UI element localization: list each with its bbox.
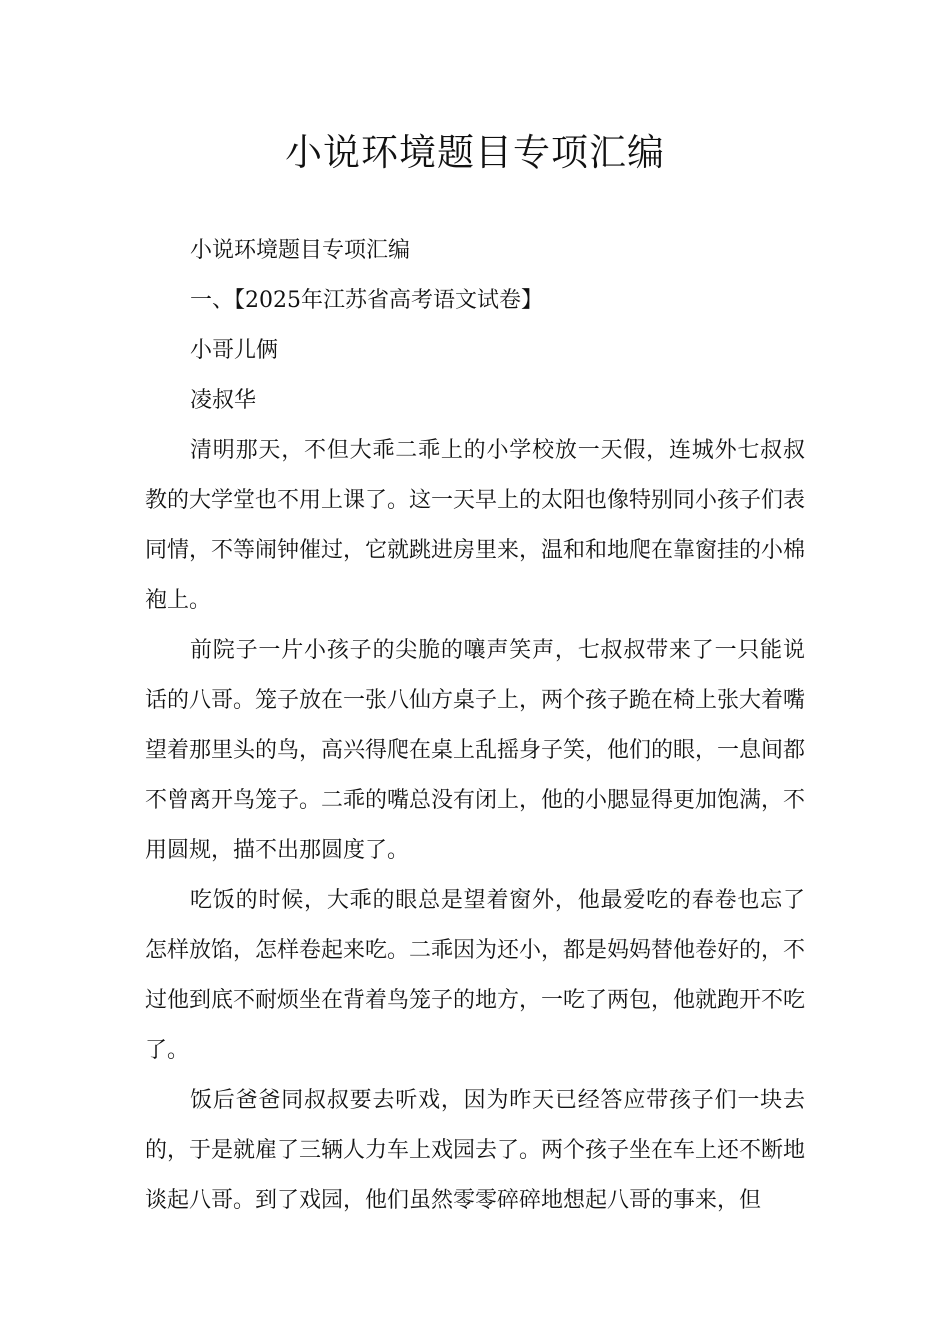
author-name: 凌叔华 (190, 388, 257, 413)
story-title: 小哥儿俩 (190, 338, 279, 363)
paragraph: 前院子一片小孩子的尖脆的嚷声笑声，七叔叔带来了一只能说话的八哥。笼子放在一张八仙方桌子上，两个孩子跪在椅上张大着嘴望着那里头的鸟，高兴得爬在桌上乱摇身子笑，他们的眼，一息间都不曾离开鸟笼子。二乖的嘴总没有闭上，他的小腮显得更加饱满，不用圆规，描不出那圆度了。 (145, 638, 806, 863)
paragraph: 饭后爸爸同叔叔要去听戏，因为昨天已经答应带孩子们一块去的，于是就雇了三辆人力车上戏园去了。两个孩子坐在车上还不断地谈起八哥。到了戏园，他们虽然零零碎碎地想起八哥的事来，但 (145, 1088, 806, 1213)
subtitle: 小说环境题目专项汇编 (190, 238, 411, 263)
paragraph: 清明那天，不但大乖二乖上的小学校放一天假，连城外七叔叔教的大学堂也不用上课了。这一天早上的太阳也像特别同小孩子们表同情，不等闹钟催过，它就跳进房里来，温和和地爬在靠窗挂的小棉袍上。 (145, 438, 806, 613)
document-title: 小说环境题目专项汇编 (285, 131, 665, 174)
paragraph: 吃饭的时候，大乖的眼总是望着窗外，他最爱吃的春卷也忘了怎样放馅，怎样卷起来吃。二乖因为还小，都是妈妈替他卷好的，不过他到底不耐烦坐在背着鸟笼子的地方，一吃了两包，他就跑开不吃了。 (145, 888, 806, 1063)
document-body (145, 226, 805, 1226)
section-heading: 一、【2025年江苏省高考语文试卷】 (190, 288, 543, 313)
